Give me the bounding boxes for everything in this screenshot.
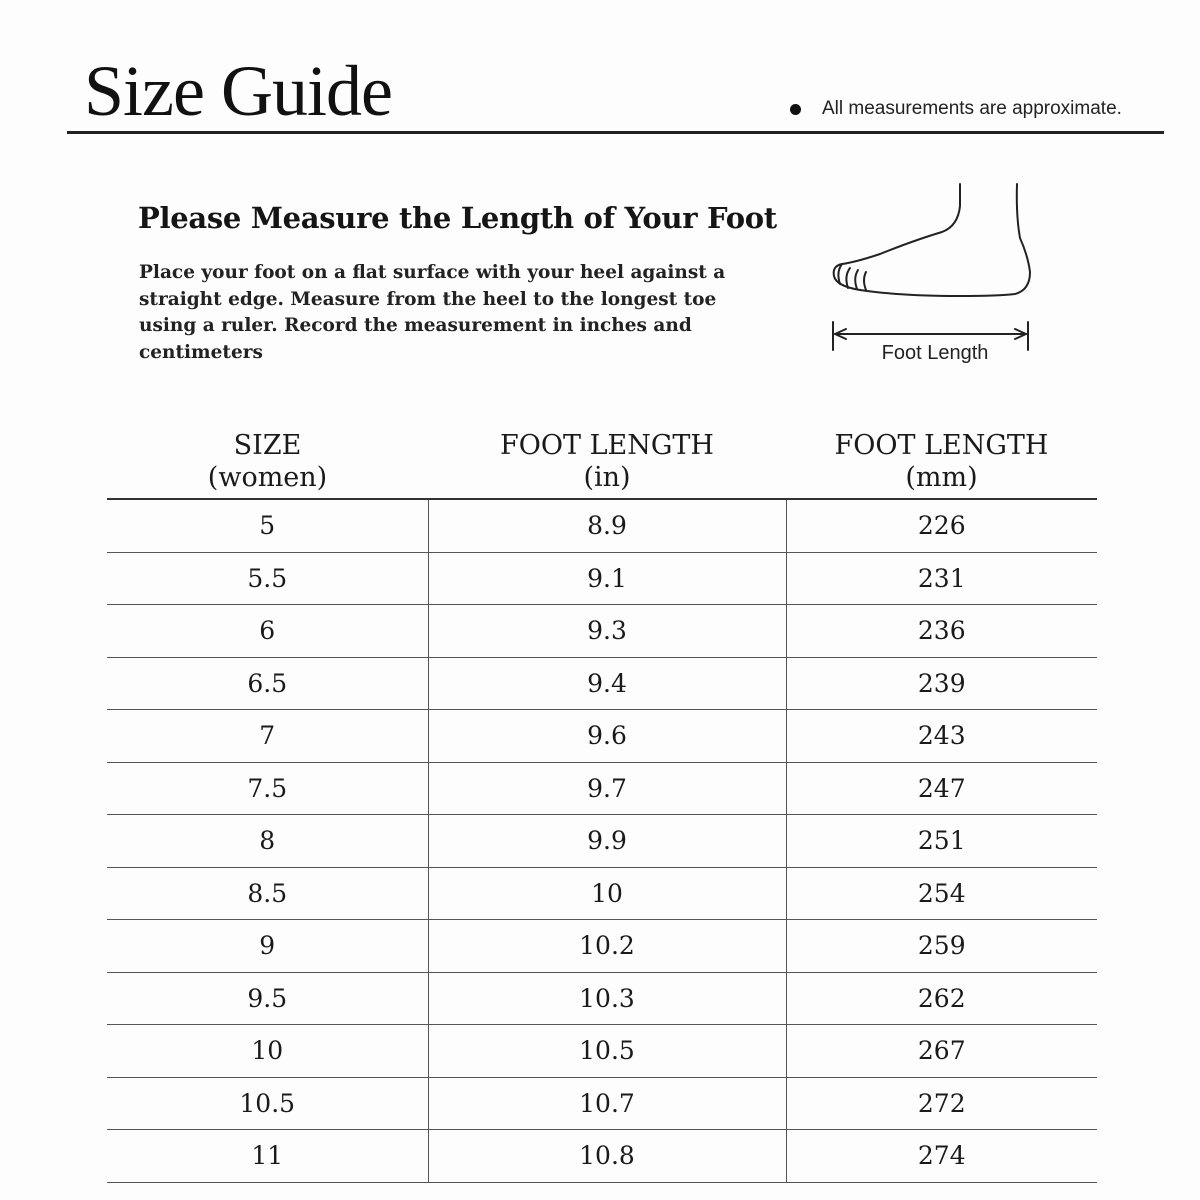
mm-cell: 231	[786, 552, 1097, 605]
inch-cell: 10.8	[428, 1130, 786, 1183]
table-row	[107, 920, 1097, 973]
table-row	[107, 605, 1097, 658]
column-header: FOOT LENGTH (in)	[428, 424, 786, 499]
table-row	[107, 552, 1097, 605]
size-cell: 9.5	[107, 972, 428, 1025]
size-cell: 10	[107, 1025, 428, 1078]
table-row	[107, 815, 1097, 868]
mm-cell: 226	[786, 499, 1097, 552]
size-cell: 7	[107, 710, 428, 763]
size-cell: 9	[107, 920, 428, 973]
size-cell: 11	[107, 1130, 428, 1183]
inch-cell: 8.9	[428, 499, 786, 552]
size-table	[107, 424, 1097, 1183]
mm-cell: 272	[786, 1077, 1097, 1130]
header-divider	[67, 131, 1164, 134]
mm-cell: 254	[786, 867, 1097, 920]
page-title: Size Guide	[84, 51, 392, 131]
inch-cell: 10	[428, 867, 786, 920]
table-row	[107, 1130, 1097, 1183]
table-row	[107, 499, 1097, 552]
table-row	[107, 1025, 1097, 1078]
mm-cell: 262	[786, 972, 1097, 1025]
inch-cell: 9.7	[428, 762, 786, 815]
size-cell: 5	[107, 499, 428, 552]
table-row	[107, 710, 1097, 763]
mm-cell: 267	[786, 1025, 1097, 1078]
size-cell: 6.5	[107, 657, 428, 710]
inch-cell: 9.1	[428, 552, 786, 605]
bullet-icon	[790, 104, 801, 115]
foot-length-label: Foot Length	[881, 342, 989, 364]
table-row	[107, 867, 1097, 920]
mm-cell: 243	[786, 710, 1097, 763]
mm-cell: 251	[786, 815, 1097, 868]
inch-cell: 10.3	[428, 972, 786, 1025]
size-cell: 8	[107, 815, 428, 868]
approximation-note	[790, 96, 1122, 122]
table-header-row	[107, 424, 1097, 499]
mm-cell: 247	[786, 762, 1097, 815]
size-cell: 8.5	[107, 867, 428, 920]
table-row	[107, 1077, 1097, 1130]
size-cell: 6	[107, 605, 428, 658]
measure-heading: Please Measure the Length of Your Foot	[138, 201, 777, 235]
inch-cell: 10.7	[428, 1077, 786, 1130]
size-cell: 7.5	[107, 762, 428, 815]
size-cell: 5.5	[107, 552, 428, 605]
table-row	[107, 972, 1097, 1025]
mm-cell: 236	[786, 605, 1097, 658]
mm-cell: 274	[786, 1130, 1097, 1183]
inch-cell: 9.4	[428, 657, 786, 710]
inch-cell: 9.3	[428, 605, 786, 658]
mm-cell: 239	[786, 657, 1097, 710]
inch-cell: 9.9	[428, 815, 786, 868]
mm-cell: 259	[786, 920, 1097, 973]
table-row	[107, 657, 1097, 710]
inch-cell: 9.6	[428, 710, 786, 763]
note-text: All measurements are approximate.	[822, 98, 1122, 119]
inch-cell: 10.5	[428, 1025, 786, 1078]
column-header: FOOT LENGTH (mm)	[786, 424, 1097, 499]
column-header: SIZE (women)	[107, 424, 428, 499]
inch-cell: 10.2	[428, 920, 786, 973]
table-row	[107, 762, 1097, 815]
size-cell: 10.5	[107, 1077, 428, 1130]
measure-instructions: Place your foot on a flat surface with your heel against a straight edge. Measure from the heel to the longest toe using a ruler. Record the measurement in inches and centimeters	[139, 262, 726, 363]
